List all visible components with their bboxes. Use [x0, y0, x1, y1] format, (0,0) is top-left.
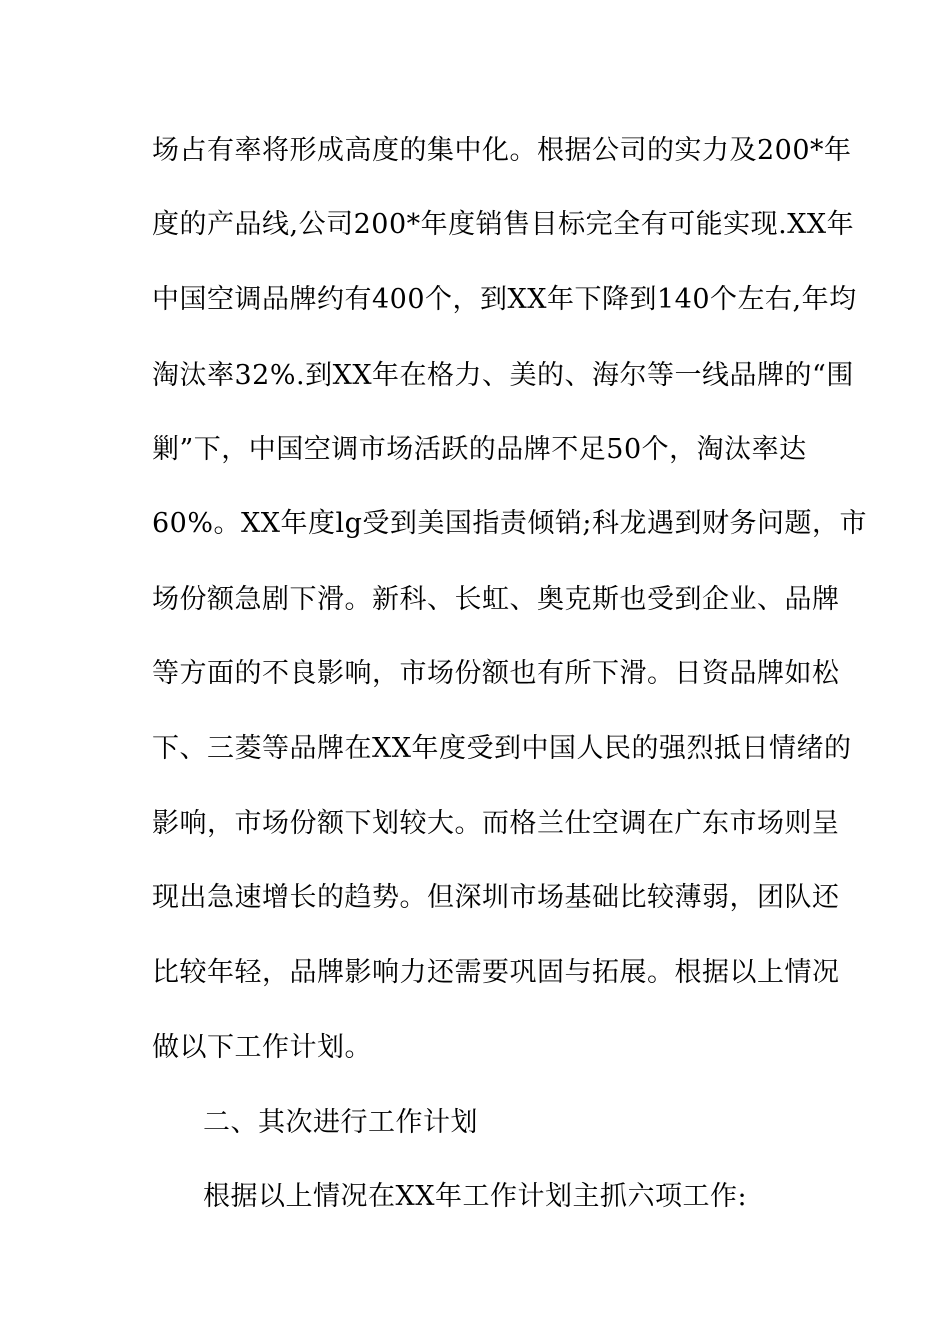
paragraph-line-5: 剿”下，中国空调市场活跃的品牌不足50个，淘汰率达 [152, 434, 807, 465]
paragraph-line-2: 度的产品线,公司200*年度销售目标完全有可能实现.XX年 [152, 209, 855, 240]
paragraph-line-6: 60%。XX年度lg受到美国指责倾销;科龙遇到财务问题，市 [152, 508, 867, 539]
paragraph-line-9: 下、三菱等品牌在XX年度受到中国人民的强烈抵日情绪的 [152, 733, 852, 764]
paragraph-line-10: 影响，市场份额下划较大。而格兰仕空调在广东市场则呈 [152, 808, 840, 839]
paragraph-line-12: 比较年轻，品牌影响力还需要巩固与拓展。根据以上情况 [152, 957, 840, 988]
paragraph-line-1: 场占有率将形成高度的集中化。根据公司的实力及200*年 [152, 135, 852, 166]
paragraph-line-4: 淘汰率32%.到XX年在格力、美的、海尔等一线品牌的“围 [152, 360, 854, 391]
paragraph-line-8: 等方面的不良影响，市场份额也有所下滑。日资品牌如松 [152, 658, 840, 689]
paragraph-line-3: 中国空调品牌约有400个，到XX年下降到140个左右,年均 [152, 284, 857, 315]
intro-line: 根据以上情况在XX年工作计划主抓六项工作: [203, 1181, 748, 1212]
paragraph-line-7: 场份额急剧下滑。新科、长虹、奥克斯也受到企业、品牌 [152, 584, 840, 615]
paragraph-line-13: 做以下工作计划。 [152, 1032, 372, 1063]
section-heading: 二、其次进行工作计划 [203, 1107, 478, 1138]
paragraph-line-11: 现出急速增长的趋势。但深圳市场基础比较薄弱，团队还 [152, 882, 840, 913]
